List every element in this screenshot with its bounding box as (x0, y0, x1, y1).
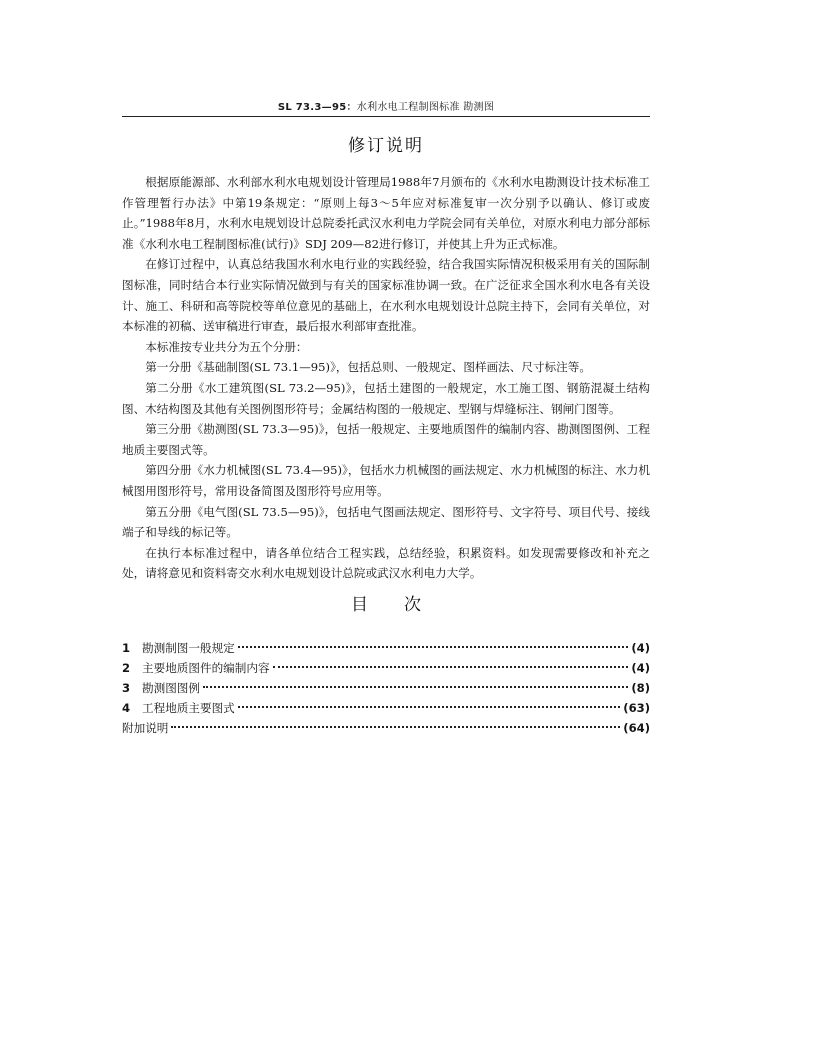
toc-entry[interactable] (122, 718, 650, 738)
toc-title-char-2: 次 (404, 595, 421, 615)
toc-entry-label: 主要地质图件的编制内容 (142, 661, 270, 675)
toc-entry-page: (4) (631, 641, 650, 655)
preface-paragraph-7: 第四分册《水力机械图(SL 73.4—95)》，包括水力机械图的画法规定、水力机械图的标注、水力机械图用图形符号，常用设备简图及图形符号应用等。 (122, 463, 650, 498)
toc-dot-leader (238, 646, 629, 648)
preface-paragraph-3: 本标准按专业共分为五个分册： (145, 339, 308, 354)
preface-paragraph-2: 在修订过程中，认真总结我国水利水电行业的实践经验，结合我国实际情况积极采用有关的国际制图标准，同时结合本行业实际情况做到与有关的国家标准协调一致。在广泛征求全国水利水电各有关设计、施工、科研和高等院校等单位意见的基础上，在水利水电规划设计总院主持下，会同有关单位，对本标准的初稿、送审稿进行审查，最后报水利部审查批准。 (122, 257, 650, 334)
preface-paragraph-6: 第三分册《勘测图(SL 73.3—95)》，包括一般规定、主要地质图件的编制内容、勘测图图例、工程地质主要图式等。 (122, 422, 650, 457)
toc-entry-label: 勘测制图一般规定 (142, 641, 235, 655)
toc-dot-leader (171, 726, 620, 728)
toc-entry[interactable] (122, 638, 650, 658)
running-header (122, 98, 650, 113)
preface-paragraph-1: 根据原能源部、水利部水利水电规划设计管理局1988年7月颁布的《水利水电勘测设计技术标准工作管理暂行办法》中第19条规定：“原则上每3～5年应对标准复审一次分别予以确认、修订或废止。”1988年8月，水利水电规划设计总院委托武汉水利电力学院会同有关单位，对原水利电力部分部标准《水利水电工程制图标准(试行)》SDJ 209—82进行修订，并使其上升为正式标准。 (122, 175, 650, 251)
toc-entry-label: 附加说明 (122, 721, 169, 735)
toc-entry-page: (64) (623, 721, 650, 735)
toc-entry[interactable] (122, 658, 650, 678)
toc-entry-number: 4 (122, 701, 131, 715)
toc-entry[interactable] (122, 678, 650, 698)
table-of-contents (122, 638, 650, 738)
toc-title (122, 590, 650, 615)
toc-entry-label: 勘测图图例 (142, 681, 200, 695)
header-rule (122, 116, 650, 117)
toc-entry-page: (63) (623, 701, 650, 715)
toc-dot-leader (203, 686, 628, 688)
standard-title: 水利水电工程制图标准 勘测图 (356, 102, 495, 113)
preface-title: 修订说明 (348, 136, 424, 156)
toc-entry-page: (4) (631, 661, 650, 675)
preface-paragraph-8: 第五分册《电气图(SL 73.5—95)》，包括电气图画法规定、图形符号、文字符号、项目代号、接线端子和导线的标记等。 (122, 504, 650, 540)
toc-title-char-1: 目 (351, 595, 368, 615)
preface-paragraph-9: 在执行本标准过程中，请各单位结合工程实践，总结经验，积累资料。如发现需要修改和补充之处，请将意见和资料寄交水利水电规划设计总院或武汉水利电力大学。 (122, 545, 650, 581)
toc-dot-leader (238, 706, 621, 708)
toc-entry-label: 工程地质主要图式 (142, 701, 235, 715)
standard-code: SL 73.3—95： (277, 102, 357, 113)
toc-entry-number: 3 (122, 681, 131, 695)
preface-paragraph-5: 第二分册《水工建筑图(SL 73.2—95)》，包括土建图的一般规定，水工施工图、钢筋混凝土结构图、木结构图及其他有关图例图形符号；金属结构图的一般规定、型钢与焊缝标注、钢闸门图等。 (122, 380, 650, 416)
preface-paragraph-4: 第一分册《基础制图(SL 73.1—95)》，包括总则、一般规定、图样画法、尺寸标注等。 (145, 360, 591, 375)
toc-entry[interactable] (122, 698, 650, 718)
toc-entry-number: 2 (122, 661, 131, 675)
toc-entry-page: (8) (631, 681, 650, 695)
toc-dot-leader (273, 666, 629, 668)
toc-entry-number: 1 (122, 641, 131, 655)
preface-body (122, 172, 650, 584)
